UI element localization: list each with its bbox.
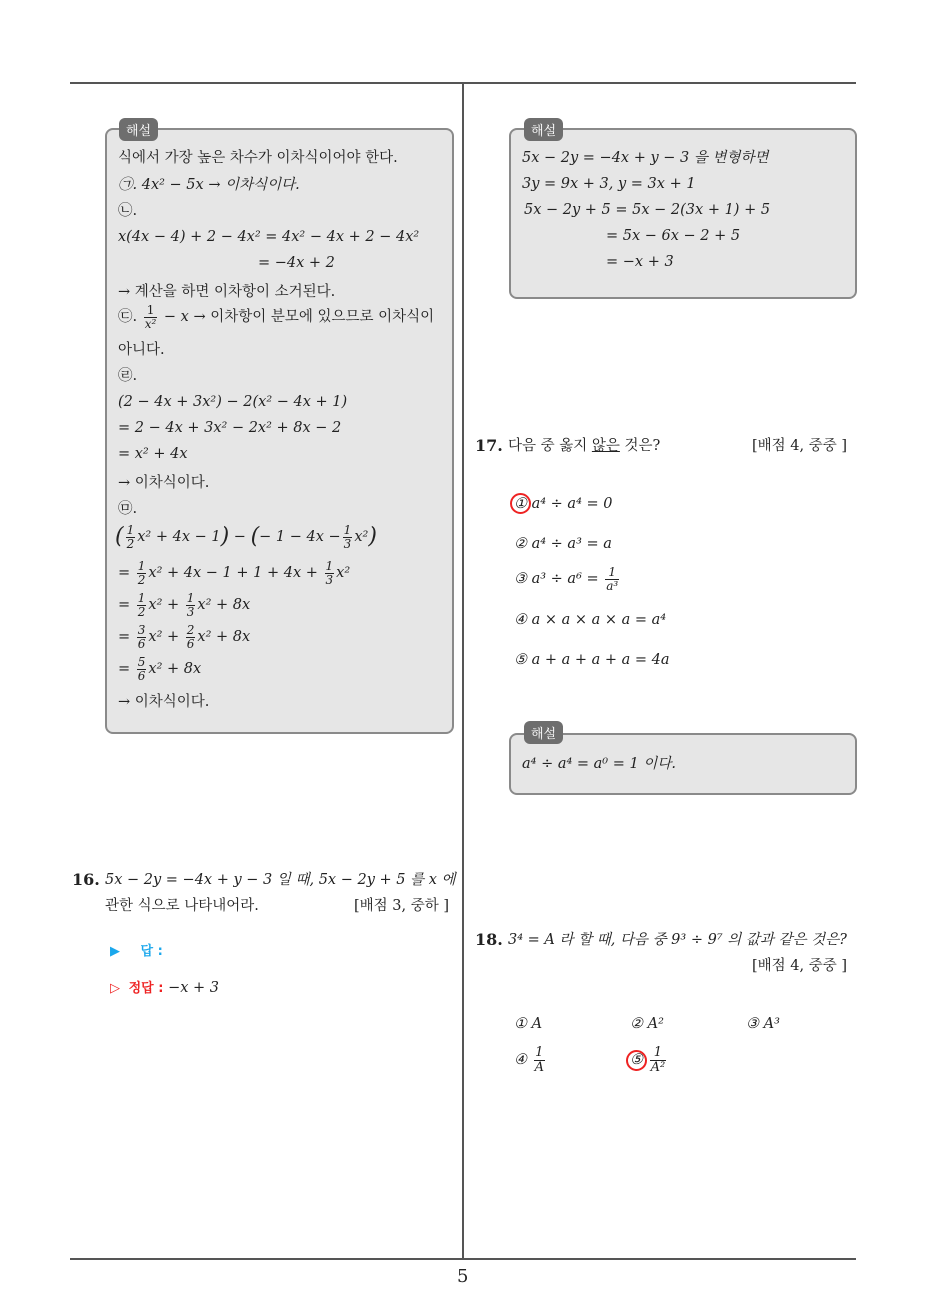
explanation-line: 5x − 2y = −4x + y − 3 을 변형하면 [522,150,769,166]
question-text: 다음 중 옳지 않은 것은? [508,438,661,454]
explanation-line: = 5x − 6x − 2 + 5 [606,228,741,244]
play-arrow-icon: ▶ [110,944,120,959]
option-4[interactable]: ④ $\frac{1}{A}$ [514,1045,544,1075]
hollow-arrow-icon: ▷ [110,981,120,996]
option-5[interactable]: ⑤ $\frac{1}{\text{A²}}$ [630,1045,666,1075]
expression-line: = $\frac{5}{6}$ x² + 8x [118,655,202,683]
score-label: [배점 4, 중중 ] [752,958,848,974]
explanation-line: → 이차식이다. [118,694,210,710]
question-number: 18. [475,930,503,949]
expression: − x [163,309,189,326]
explanation-line: x(4x − 4) + 2 − 4x² = 4x² − 4x + 2 − 4x² [118,229,420,245]
explanation-line: ㉣. [118,368,138,384]
answer-row [110,944,163,960]
question-text: 3⁴ = A 라 할 때, 다음 중 9³ ÷ 9⁷ 의 값과 같은 것은? [508,932,847,948]
correct-answer-value: −x + 3 [168,980,219,996]
option-5[interactable]: ⑤ a + a + a + a = 4a [514,652,670,668]
explanation-line: ㉠. 4x² − 5x → 이차식이다. [118,177,300,193]
explanation-line: 식에서 가장 높은 차수가 이차식이어야 한다. [118,150,398,166]
correct-answer-row [110,980,219,997]
question-text: 5x − 2y = −4x + y − 3 일 때, 5x − 2y + 5 를 x 에 [105,872,456,888]
explanation-line: ㉡. [118,203,138,219]
explanation-line-c [118,304,434,330]
question-text: 관한 식으로 나타내어라. [105,898,259,914]
column-divider [462,83,464,1258]
score-label: [배점 4, 중중 ] [752,438,848,454]
option-4[interactable]: ④ a × a × a × a = a⁴ [514,612,667,628]
explanation-line: → 계산을 하면 이차항이 소거된다. [118,284,336,300]
item-marker: ㉢. [118,309,138,326]
explanation-line: = 2 − 4x + 3x² − 2x² + 8x − 2 [118,420,342,436]
explanation-tag: 해설 [524,721,563,744]
explanation-line: (2 − 4x + 3x²) − 2(x² − 4x + 1) [118,394,348,410]
explanation-tag: 해설 [524,118,563,141]
explanation-text: → 이차항이 분모에 있으므로 이차식이 [193,309,435,326]
explanation-line: = −4x + 2 [258,255,335,271]
question-number: 17. [475,436,503,455]
bottom-rule [70,1258,856,1260]
explanation-line: a⁴ ÷ a⁴ = a⁰ = 1 이다. [522,756,676,772]
option-3[interactable]: ③ a³ ÷ a⁶ = $\frac{1}{\text{a³}}$ [514,565,619,593]
option-1[interactable]: ① A [514,1016,543,1032]
option-3[interactable]: ③ A³ [746,1016,780,1032]
correct-answer-label: 정답 : [128,981,164,996]
expression-line: ( $\frac{1}{2}$ x² + 4x − 1) − (− 1 − 4x − $\frac{1}{3}$ x²) [115,523,377,551]
option-2[interactable]: ② a⁴ ÷ a³ = a [514,536,612,552]
explanation-line: = x² + 4x [118,446,188,462]
explanation-line: = −x + 3 [606,254,674,270]
explanation-line: 3y = 9x + 3, y = 3x + 1 [522,176,696,192]
explanation-line: 5x − 2y + 5 = 5x − 2(3x + 1) + 5 [524,202,771,218]
explanation-line: ㉤. [118,501,138,517]
fraction: $\frac{1}{\text{x²}}$ [144,303,157,331]
explanation-line: → 이차식이다. [118,475,210,491]
option-1[interactable]: ① a⁴ ÷ a⁴ = 0 [514,496,613,512]
page-number: 5 [457,1266,469,1287]
option-2[interactable]: ② A² [630,1016,664,1032]
score-label: [배점 3, 중하 ] [354,898,450,914]
expression-line: = $\frac{1}{2}$ x² + $\frac{1}{3}$ x² + 8x [118,591,251,619]
question-number: 16. [72,870,100,889]
answer-label: 답 : [140,944,163,959]
expression-line: = $\frac{3}{6}$ x² + $\frac{2}{6}$ x² + 8x [118,623,251,651]
expression-line: = $\frac{1}{2}$ x² + 4x − 1 + 1 + 4x + $\frac{1}{3}$ x² [118,559,351,587]
explanation-line: 아니다. [118,342,165,358]
explanation-tag: 해설 [119,118,158,141]
